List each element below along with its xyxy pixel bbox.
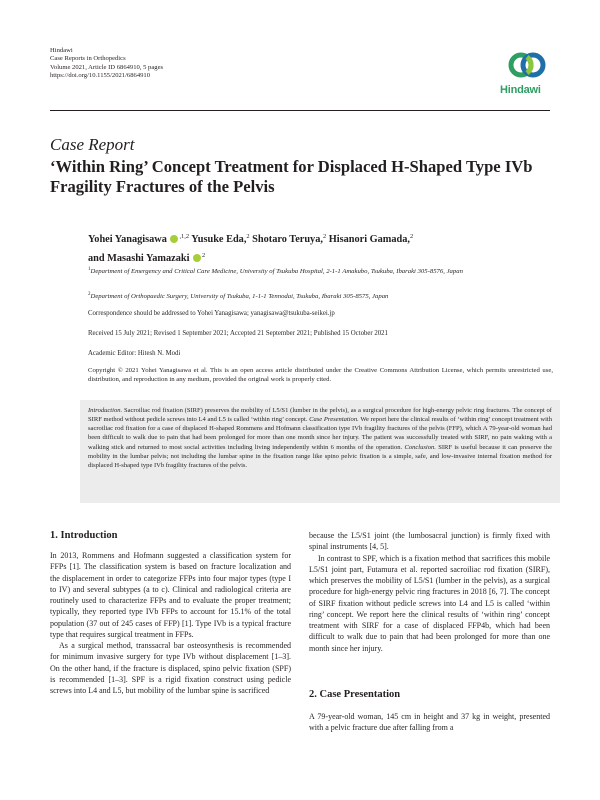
- header-rule: [50, 110, 550, 111]
- journal-meta: [50, 47, 163, 80]
- affiliation-text: Department of Orthopaedic Surgery, University of Tsukuba, 1-1-1 Tennodai, Tsukuba, Ibaraki 305-8575, Japan: [90, 293, 389, 300]
- copyright-notice: Copyright © 2021 Yohei Yanagisawa et al. This is an open access article distributed under the Creative Commons Attribution License, which permits unrestricted use, distribution, and reproduction in any medium, provided the original work is properly cited.: [88, 367, 553, 384]
- journal-name: Case Reports in Orthopedics: [50, 55, 126, 63]
- left-column: [50, 550, 291, 696]
- paragraph: As a surgical method, transsacral bar osteosynthesis is recommended for minimum invasive surgery for type IVb without displacement [1–3]. On the other hand, if the fracture is displaced, spino pelvic fixation (SPF) is recommended [1–3]. SPF is a rigid fixation construct using pedicle screws into L4 and L5, but mobility of the lumbar spine is sacrificed: [50, 641, 291, 695]
- section-heading: 1. Introduction: [50, 530, 118, 541]
- orcid-icon[interactable]: [193, 254, 201, 262]
- author-affiliation-marker: 2: [409, 233, 414, 240]
- paragraph: A 79-year-old woman, 145 cm in height and 37 kg in weight, presented with a pelvic fracture due after falling from a: [309, 712, 550, 733]
- hindawi-logo: [500, 48, 552, 96]
- publication-dates: Received 15 July 2021; Revised 1 September 2021; Accepted 21 September 2021; Published 15 October 2021: [88, 330, 388, 337]
- author-name[interactable]: Yusuke Eda,: [191, 234, 247, 245]
- right-column: [309, 530, 550, 654]
- abstract-text: We report here the clinical results of ‘within ring’ concept treatment with sacroiliac rod fixation for a case of displaced H-shaped Rommens and Hofmann classification type IVb fragility fractures of the pelvis (FFP), which A 79-year-old woman had been difficult to walk due to pain that had been prolonged for more than one month since her injury. The patient was successfully treated with SIRF, no pain waking with a walking stick and returned to most social activities including living independently within 6 months of the operation.: [88, 416, 552, 451]
- article-title: ‘Within Ring’ Concept Treatment for Displaced H-Shaped Type IVb Fragility Fractures of the Pelvis: [50, 157, 533, 196]
- author-name[interactable]: Shotaro Teruya,: [252, 234, 323, 245]
- affiliation: [88, 290, 528, 301]
- paragraph: because the L5/S1 joint (the lumbosacral junction) is firmly fixed with spinal instruments [4, 5].: [309, 531, 550, 552]
- abstract-label: Case Presentation.: [309, 416, 359, 424]
- right-column-case: [309, 711, 550, 734]
- author-name[interactable]: Yohei Yanagisawa: [88, 234, 167, 245]
- abstract-text: Sacroiliac rod fixation (SIRF) preserves the mobility of L5/S1 (lumber in the pelvis), as a surgical procedure for high-energy pelvic ring fractures. The concept of SIRF method without pedicle screws into L4 and L5 is called ‘within ring’ concept.: [88, 407, 552, 424]
- article-type: Case Report: [50, 135, 135, 154]
- paragraph: In contrast to SPF, which is a fixation method that sacrifices this mobile L5/S1 joint part, Futamura et al. reported sacroiliac rod fixation (SIRF), which preserves the mobility of L5/S1 (lumber in the pelvis), as a surgical procedure for high-energy pelvic ring fractures in 2018 [6, 7]. The concept of SIRF fixation without pedicle screws into L4 and L5 is called ‘within ring’ concept. We report here the clinical results of ‘within ring’ concept treatment with SIRF for a case of displaced FFP4b, which had been difficult to walk due to pain that had been prolonged for more than one month since her injury.: [309, 553, 550, 653]
- section-heading: 2. Case Presentation: [309, 689, 401, 700]
- orcid-icon[interactable]: [170, 235, 178, 243]
- logo-wordmark: Hindawi: [500, 84, 541, 96]
- author-affiliation-marker: 2: [202, 251, 206, 259]
- doi-link[interactable]: https://doi.org/10.1155/2021/6864910: [50, 71, 151, 79]
- academic-editor: Academic Editor: Hitesh N. Modi: [88, 350, 181, 357]
- abstract: [88, 406, 552, 470]
- correspondence: Correspondence should be addressed to Yohei Yanagisawa; yanagisawa@tsukuba-seikei.jp: [88, 310, 335, 317]
- affiliation: [88, 265, 528, 276]
- affiliation-number: 1: [88, 267, 91, 272]
- author-name[interactable]: Hisanori Gamada,: [328, 234, 410, 245]
- hindawi-logo-icon: [508, 48, 546, 82]
- author-name[interactable]: and Masashi Yamazaki: [88, 252, 190, 264]
- author-affiliation-marker: 2: [322, 233, 327, 240]
- author-affiliation-marker: 2: [246, 233, 250, 240]
- publisher-name: Hindawi: [50, 47, 73, 54]
- affiliation-number: 2: [88, 292, 91, 297]
- paragraph: In 2013, Rommens and Hofmann suggested a classification system for FFPs [1]. The classification system is based on fracture localization and the displacement in order to categorize FFPs into four major types (type I to IV) and several subtypes (a to c). Clinical and radiological criteria are routinely used to characterize FFPs and to evaluate the proper treatment; typically, they reported type IVb FFPs to account for 15.1% of the total population (37 out of 245 cases of FFP) [1]. Type IVb is a typical fracture type that requires surgical treatment in FFPs.: [50, 551, 291, 639]
- author-list: [88, 229, 558, 266]
- abstract-label: Conclusion.: [404, 443, 436, 451]
- abstract-text: SIRF is useful because it can preserve the mobility in the lumbar pelvis; not including the lumbar spine in the fixation range like spino pelvic fixation is a simple, safe, and low-invasive internal fixation method for displaced H-shaped type IVb fragility fractures of the pelvis.: [88, 443, 552, 469]
- volume-line: Volume 2021, Article ID 6864910, 5 pages: [50, 63, 164, 71]
- abstract-label: Introduction.: [88, 407, 123, 414]
- affiliation-text: Department of Emergency and Critical Care Medicine, University of Tsukuba Hospital, 2-1-1 Amakubo, Tsukuba, Ibaraki 305-8576, Japan: [90, 268, 463, 275]
- author-affiliation-marker: ,1,2: [179, 233, 190, 240]
